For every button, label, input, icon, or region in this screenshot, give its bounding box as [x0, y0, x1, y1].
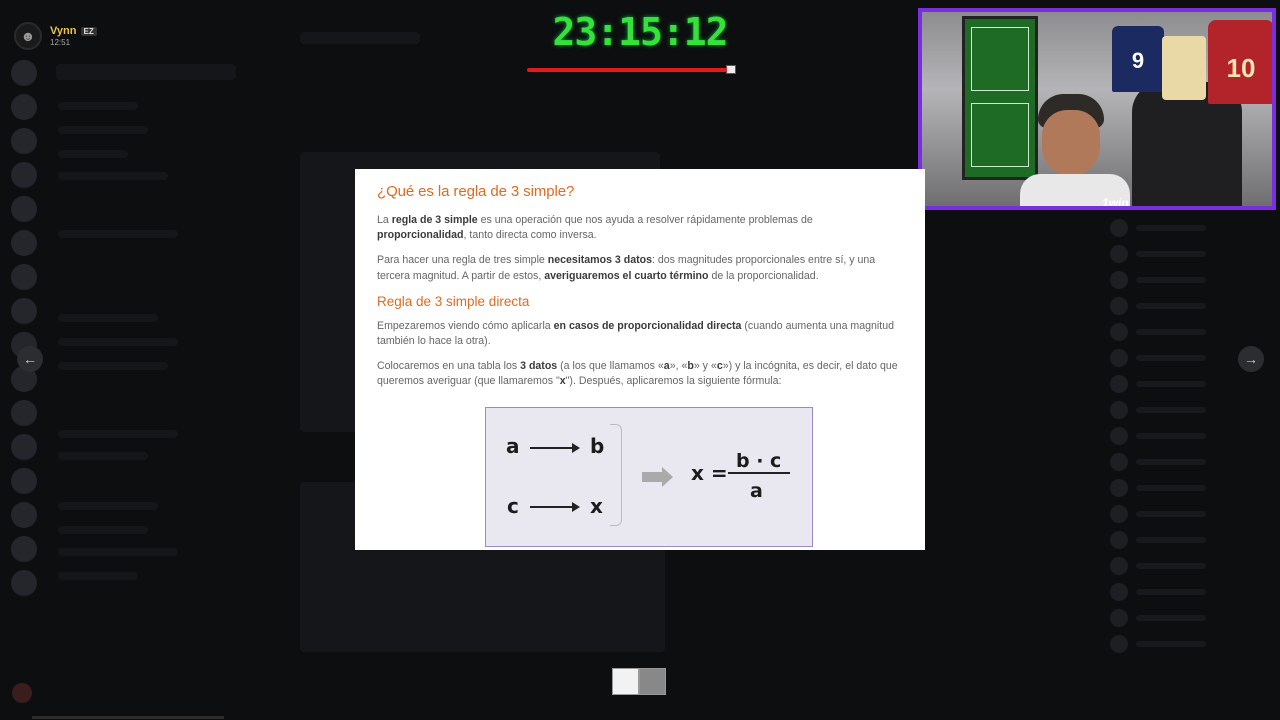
countdown-timer: 23:15:12 — [552, 10, 728, 54]
server-icon[interactable] — [11, 468, 37, 494]
paragraph-4: Colocaremos en una tabla los 3 datos (a los que llamamos «a», «b» y «c») y la incógnita, es decir, el dato que queremos averiguar (que llamaremos "x"). Después, aplicaremos la siguiente fórmula: — [377, 360, 898, 388]
formula-c: c — [507, 494, 519, 518]
member-item[interactable] — [1110, 371, 1280, 397]
server-icon[interactable] — [11, 60, 37, 86]
avatar: ☻ — [14, 22, 42, 50]
member-item[interactable] — [1110, 579, 1280, 605]
bottom-divider — [32, 716, 224, 719]
formula-lhs: x = — [691, 461, 728, 485]
channel-list — [48, 52, 248, 692]
streamer-user — [14, 22, 97, 50]
member-item[interactable] — [1110, 319, 1280, 345]
formula-b: b — [590, 434, 605, 458]
timer-progress-marker — [726, 65, 736, 74]
server-icon[interactable] — [11, 434, 37, 460]
formula-diagram — [485, 407, 813, 547]
channel-placeholder — [58, 502, 158, 510]
arrow-left-icon: ← — [23, 351, 37, 367]
document-heading: ¿Qué es la regla de 3 simple? — [377, 183, 575, 200]
member-item[interactable] — [1110, 475, 1280, 501]
member-item[interactable] — [1110, 397, 1280, 423]
channel-placeholder — [58, 230, 178, 238]
channel-placeholder — [58, 102, 138, 110]
member-item[interactable] — [1110, 605, 1280, 631]
streamer — [1026, 94, 1116, 204]
user-badge: EZ — [81, 27, 97, 36]
thumbnail-2[interactable] — [639, 668, 666, 695]
member-item[interactable] — [1110, 449, 1280, 475]
member-item[interactable] — [1110, 241, 1280, 267]
user-name: Vynn — [50, 25, 77, 37]
jersey-left: 9 — [1112, 26, 1164, 92]
formula-a: a — [506, 434, 520, 458]
document-subheading: Regla de 3 simple directa — [377, 293, 530, 309]
formula-x: x — [590, 494, 603, 518]
member-item[interactable] — [1110, 631, 1280, 657]
channel-placeholder — [58, 572, 138, 580]
jersey-right: 10 — [1208, 20, 1274, 104]
arrow-right-icon: → — [1244, 351, 1258, 367]
document-content — [377, 183, 905, 400]
arrow-right-icon — [530, 506, 578, 508]
server-icon[interactable] — [11, 536, 37, 562]
fraction-line — [728, 472, 790, 474]
server-icon[interactable] — [11, 162, 37, 188]
member-item[interactable] — [1110, 501, 1280, 527]
member-item[interactable] — [1110, 267, 1280, 293]
channel-header — [56, 64, 236, 80]
server-icon[interactable] — [11, 502, 37, 528]
server-icon[interactable] — [11, 94, 37, 120]
user-info — [50, 25, 97, 47]
member-item[interactable] — [1110, 215, 1280, 241]
paragraph-1: La regla de 3 simple es una operación que nos ayuda a resolver rápidamente problemas de proporcionalidad, tanto directa como inversa. — [377, 214, 813, 242]
server-icon[interactable] — [11, 196, 37, 222]
channel-placeholder — [58, 548, 178, 556]
channel-placeholder — [58, 172, 168, 180]
server-icon[interactable] — [11, 264, 37, 290]
avatar — [12, 683, 32, 703]
user-time: 12:51 — [50, 38, 71, 47]
previous-image-button[interactable] — [17, 346, 43, 372]
paragraph-2: Para hacer una regla de tres simple necesitamos 3 datos: dos magnitudes proporcionales entre sí, y una tercera magnitud. A partir de estos, averiguaremos el cuarto término de la proporcionalidad. — [377, 254, 876, 282]
server-list — [0, 52, 48, 720]
image-viewer-document — [355, 169, 925, 550]
server-icon[interactable] — [11, 128, 37, 154]
server-icon[interactable] — [11, 298, 37, 324]
channel-placeholder — [58, 126, 148, 134]
channel-placeholder — [58, 362, 168, 370]
server-icon[interactable] — [11, 400, 37, 426]
member-item[interactable] — [1110, 553, 1280, 579]
formula-numerator: b · c — [736, 450, 782, 472]
timer-progress-bar — [527, 68, 727, 72]
bottom-user-panel — [12, 683, 32, 703]
member-item[interactable] — [1110, 527, 1280, 553]
member-item[interactable] — [1110, 423, 1280, 449]
jersey-middle — [1162, 36, 1206, 100]
image-thumbnails — [612, 668, 666, 695]
arrow-right-icon — [530, 447, 578, 449]
member-item[interactable] — [1110, 293, 1280, 319]
formula-denominator: a — [750, 480, 763, 502]
implies-arrow-icon — [642, 472, 662, 482]
server-icon[interactable] — [11, 230, 37, 256]
server-icon[interactable] — [11, 570, 37, 596]
bracket — [610, 424, 622, 526]
channel-placeholder — [58, 150, 128, 158]
member-list — [1110, 215, 1280, 695]
channel-placeholder — [58, 430, 178, 438]
next-image-button[interactable] — [1238, 346, 1264, 372]
channel-placeholder — [58, 452, 148, 460]
user-name-row — [50, 25, 97, 37]
channel-placeholder — [58, 526, 148, 534]
webcam-overlay — [918, 8, 1276, 210]
sponsor-logo: 1win — [1102, 196, 1129, 210]
thumbnail-1[interactable] — [612, 668, 639, 695]
paragraph-3: Empezaremos viendo cómo aplicarla en casos de proporcionalidad directa (cuando aumenta una magnitud también lo hace la otra). — [377, 319, 894, 348]
chat-header — [300, 32, 420, 44]
channel-placeholder — [58, 314, 158, 322]
channel-placeholder — [58, 338, 178, 346]
